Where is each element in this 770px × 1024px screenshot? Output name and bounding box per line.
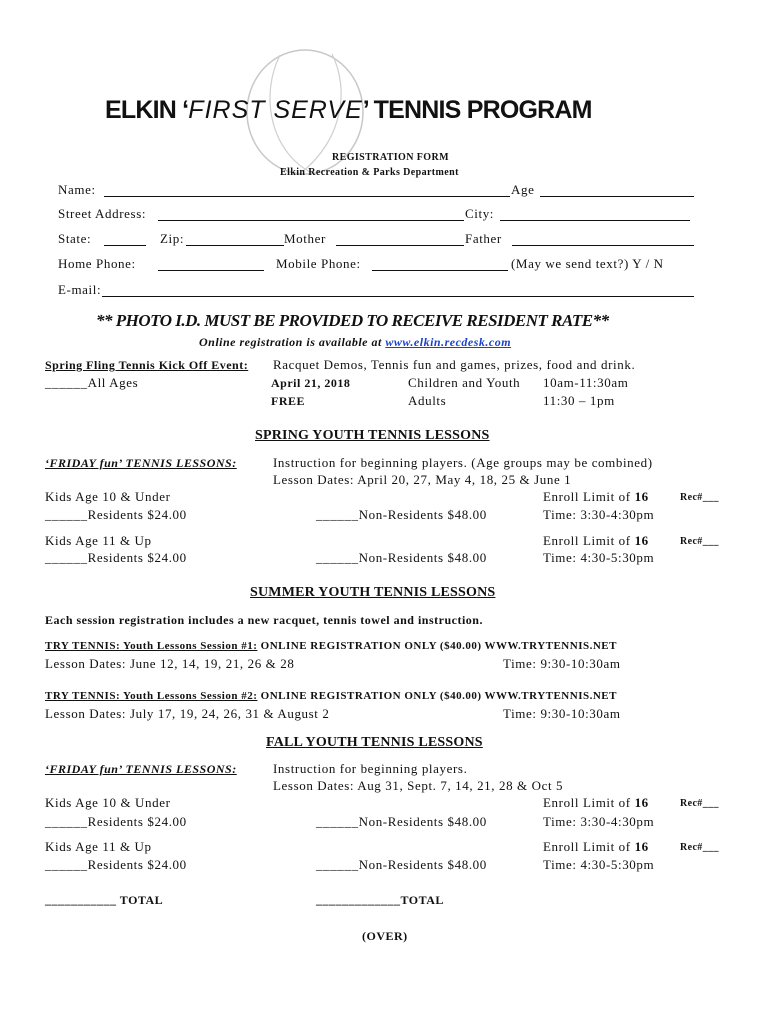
mother-field[interactable] xyxy=(336,245,464,246)
kickoff-all-ages[interactable]: ______All Ages xyxy=(45,375,139,390)
fall-heading: FALL YOUTH TENNIS LESSONS xyxy=(266,735,483,750)
summer-s2-time: Time: 9:30-10:30am xyxy=(503,706,621,721)
spring-g2-time: Time: 4:30-5:30pm xyxy=(543,550,655,565)
email-label: E-mail: xyxy=(58,282,102,297)
title-script: FIRST SERVE xyxy=(188,96,363,124)
total-right[interactable]: _____________TOTAL xyxy=(316,893,444,907)
mother-label: Mother xyxy=(284,231,326,246)
fall-dates: Lesson Dates: Aug 31, Sept. 7, 14, 21, 28 & Oct 5 xyxy=(273,778,564,793)
zip-field[interactable] xyxy=(186,245,284,246)
kickoff-adults-label: Adults xyxy=(408,393,447,408)
fall-g1-nonresidents[interactable]: ______Non-Residents $48.00 xyxy=(316,814,487,829)
spring-fun-label: ‘FRIDAY fun’ TENNIS LESSONS: xyxy=(45,456,237,470)
kickoff-desc: Racquet Demos, Tennis fun and games, prizes, food and drink. xyxy=(273,357,636,372)
photo-id-notice: ** PHOTO I.D. MUST BE PROVIDED TO RECEIVE RESIDENT RATE** xyxy=(96,311,609,330)
spring-g1-nonresidents[interactable]: ______Non-Residents $48.00 xyxy=(316,507,487,522)
department-label: Elkin Recreation & Parks Department xyxy=(280,167,459,178)
spring-g2-age: Kids Age 11 & Up xyxy=(45,533,152,548)
fall-instruction: Instruction for beginning players. xyxy=(273,761,468,776)
spring-g1-residents[interactable]: ______Residents $24.00 xyxy=(45,507,187,522)
page-title: ELKIN ‘FIRST SERVE’ TENNIS PROGRAM xyxy=(105,96,592,124)
summer-s1-dates: Lesson Dates: June 12, 14, 19, 21, 26 & 28 xyxy=(45,656,295,671)
spring-g1-age: Kids Age 10 & Under xyxy=(45,489,171,504)
fall-g1-age: Kids Age 10 & Under xyxy=(45,795,171,810)
age-field[interactable] xyxy=(540,196,694,197)
name-label: Name: xyxy=(58,182,96,197)
spring-g2-rec[interactable]: Rec#___ xyxy=(680,536,719,547)
name-field[interactable] xyxy=(104,196,510,197)
fall-g2-time: Time: 4:30-5:30pm xyxy=(543,857,655,872)
spring-instruction: Instruction for beginning players. (Age groups may be combined) xyxy=(273,455,653,470)
state-label: State: xyxy=(58,231,92,246)
zip-label: Zip: xyxy=(160,231,185,246)
form-label: REGISTRATION FORM xyxy=(332,152,449,163)
father-label: Father xyxy=(465,231,502,246)
kickoff-date: April 21, 2018 xyxy=(271,376,351,390)
street-field[interactable] xyxy=(158,220,464,221)
fall-g2-age: Kids Age 11 & Up xyxy=(45,839,152,854)
kickoff-adults-time: 11:30 – 1pm xyxy=(543,393,615,408)
spring-g2-nonresidents[interactable]: ______Non-Residents $48.00 xyxy=(316,550,487,565)
fall-g2-rec[interactable]: Rec#___ xyxy=(680,842,719,853)
city-field[interactable] xyxy=(500,220,690,221)
street-label: Street Address: xyxy=(58,206,147,221)
summer-s2-dates: Lesson Dates: July 17, 19, 24, 26, 31 & August 2 xyxy=(45,706,330,721)
summer-s2-line: TRY TENNIS: Youth Lessons Session #2: ONLINE REGISTRATION ONLY ($40.00) WWW.TRYTENNIS.NET xyxy=(45,690,617,702)
fall-g2-enroll: Enroll Limit of 16 xyxy=(543,839,649,854)
fall-g2-residents[interactable]: ______Residents $24.00 xyxy=(45,857,187,872)
mobile-phone-label: Mobile Phone: xyxy=(276,256,361,271)
summer-each-session: Each session registration includes a new racquet, tennis towel and instruction. xyxy=(45,613,483,627)
kickoff-label: Spring Fling Tennis Kick Off Event: xyxy=(45,358,249,372)
spring-g1-rec[interactable]: Rec#___ xyxy=(680,492,719,503)
summer-heading: SUMMER YOUTH TENNIS LESSONS xyxy=(250,585,496,600)
spring-g1-time: Time: 3:30-4:30pm xyxy=(543,507,655,522)
online-registration: Online registration is available at www.elkin.recdesk.com xyxy=(199,335,512,349)
spring-g1-enroll: Enroll Limit of 16 xyxy=(543,489,649,504)
fall-g1-time: Time: 3:30-4:30pm xyxy=(543,814,655,829)
fall-g2-nonresidents[interactable]: ______Non-Residents $48.00 xyxy=(316,857,487,872)
total-left[interactable]: ___________ TOTAL xyxy=(45,893,164,907)
state-field[interactable] xyxy=(104,245,146,246)
kickoff-free: FREE xyxy=(271,394,306,408)
city-label: City: xyxy=(465,206,495,221)
spring-heading: SPRING YOUTH TENNIS LESSONS xyxy=(255,428,490,443)
age-label: Age xyxy=(511,182,535,197)
kickoff-children-label: Children and Youth xyxy=(408,375,521,390)
fall-g1-residents[interactable]: ______Residents $24.00 xyxy=(45,814,187,829)
fall-g1-enroll: Enroll Limit of 16 xyxy=(543,795,649,810)
summer-s1-line: TRY TENNIS: Youth Lessons Session #1: ONLINE REGISTRATION ONLY ($40.00) WWW.TRYTENNIS.NET xyxy=(45,640,617,652)
kickoff-children-time: 10am-11:30am xyxy=(543,375,629,390)
spring-g2-residents[interactable]: ______Residents $24.00 xyxy=(45,550,187,565)
recdesk-link[interactable]: www.elkin.recdesk.com xyxy=(385,335,512,349)
fall-fun-label: ‘FRIDAY fun’ TENNIS LESSONS: xyxy=(45,762,237,776)
home-phone-label: Home Phone: xyxy=(58,256,136,271)
spring-dates: Lesson Dates: April 20, 27, May 4, 18, 25 & June 1 xyxy=(273,472,572,487)
summer-s1-time: Time: 9:30-10:30am xyxy=(503,656,621,671)
spring-g2-enroll: Enroll Limit of 16 xyxy=(543,533,649,548)
mobile-phone-field[interactable] xyxy=(372,270,508,271)
father-field[interactable] xyxy=(512,245,694,246)
text-question: (May we send text?) Y / N xyxy=(511,256,664,271)
home-phone-field[interactable] xyxy=(158,270,264,271)
email-field[interactable] xyxy=(102,296,694,297)
over-label: (OVER) xyxy=(362,929,408,943)
fall-g1-rec[interactable]: Rec#___ xyxy=(680,798,719,809)
